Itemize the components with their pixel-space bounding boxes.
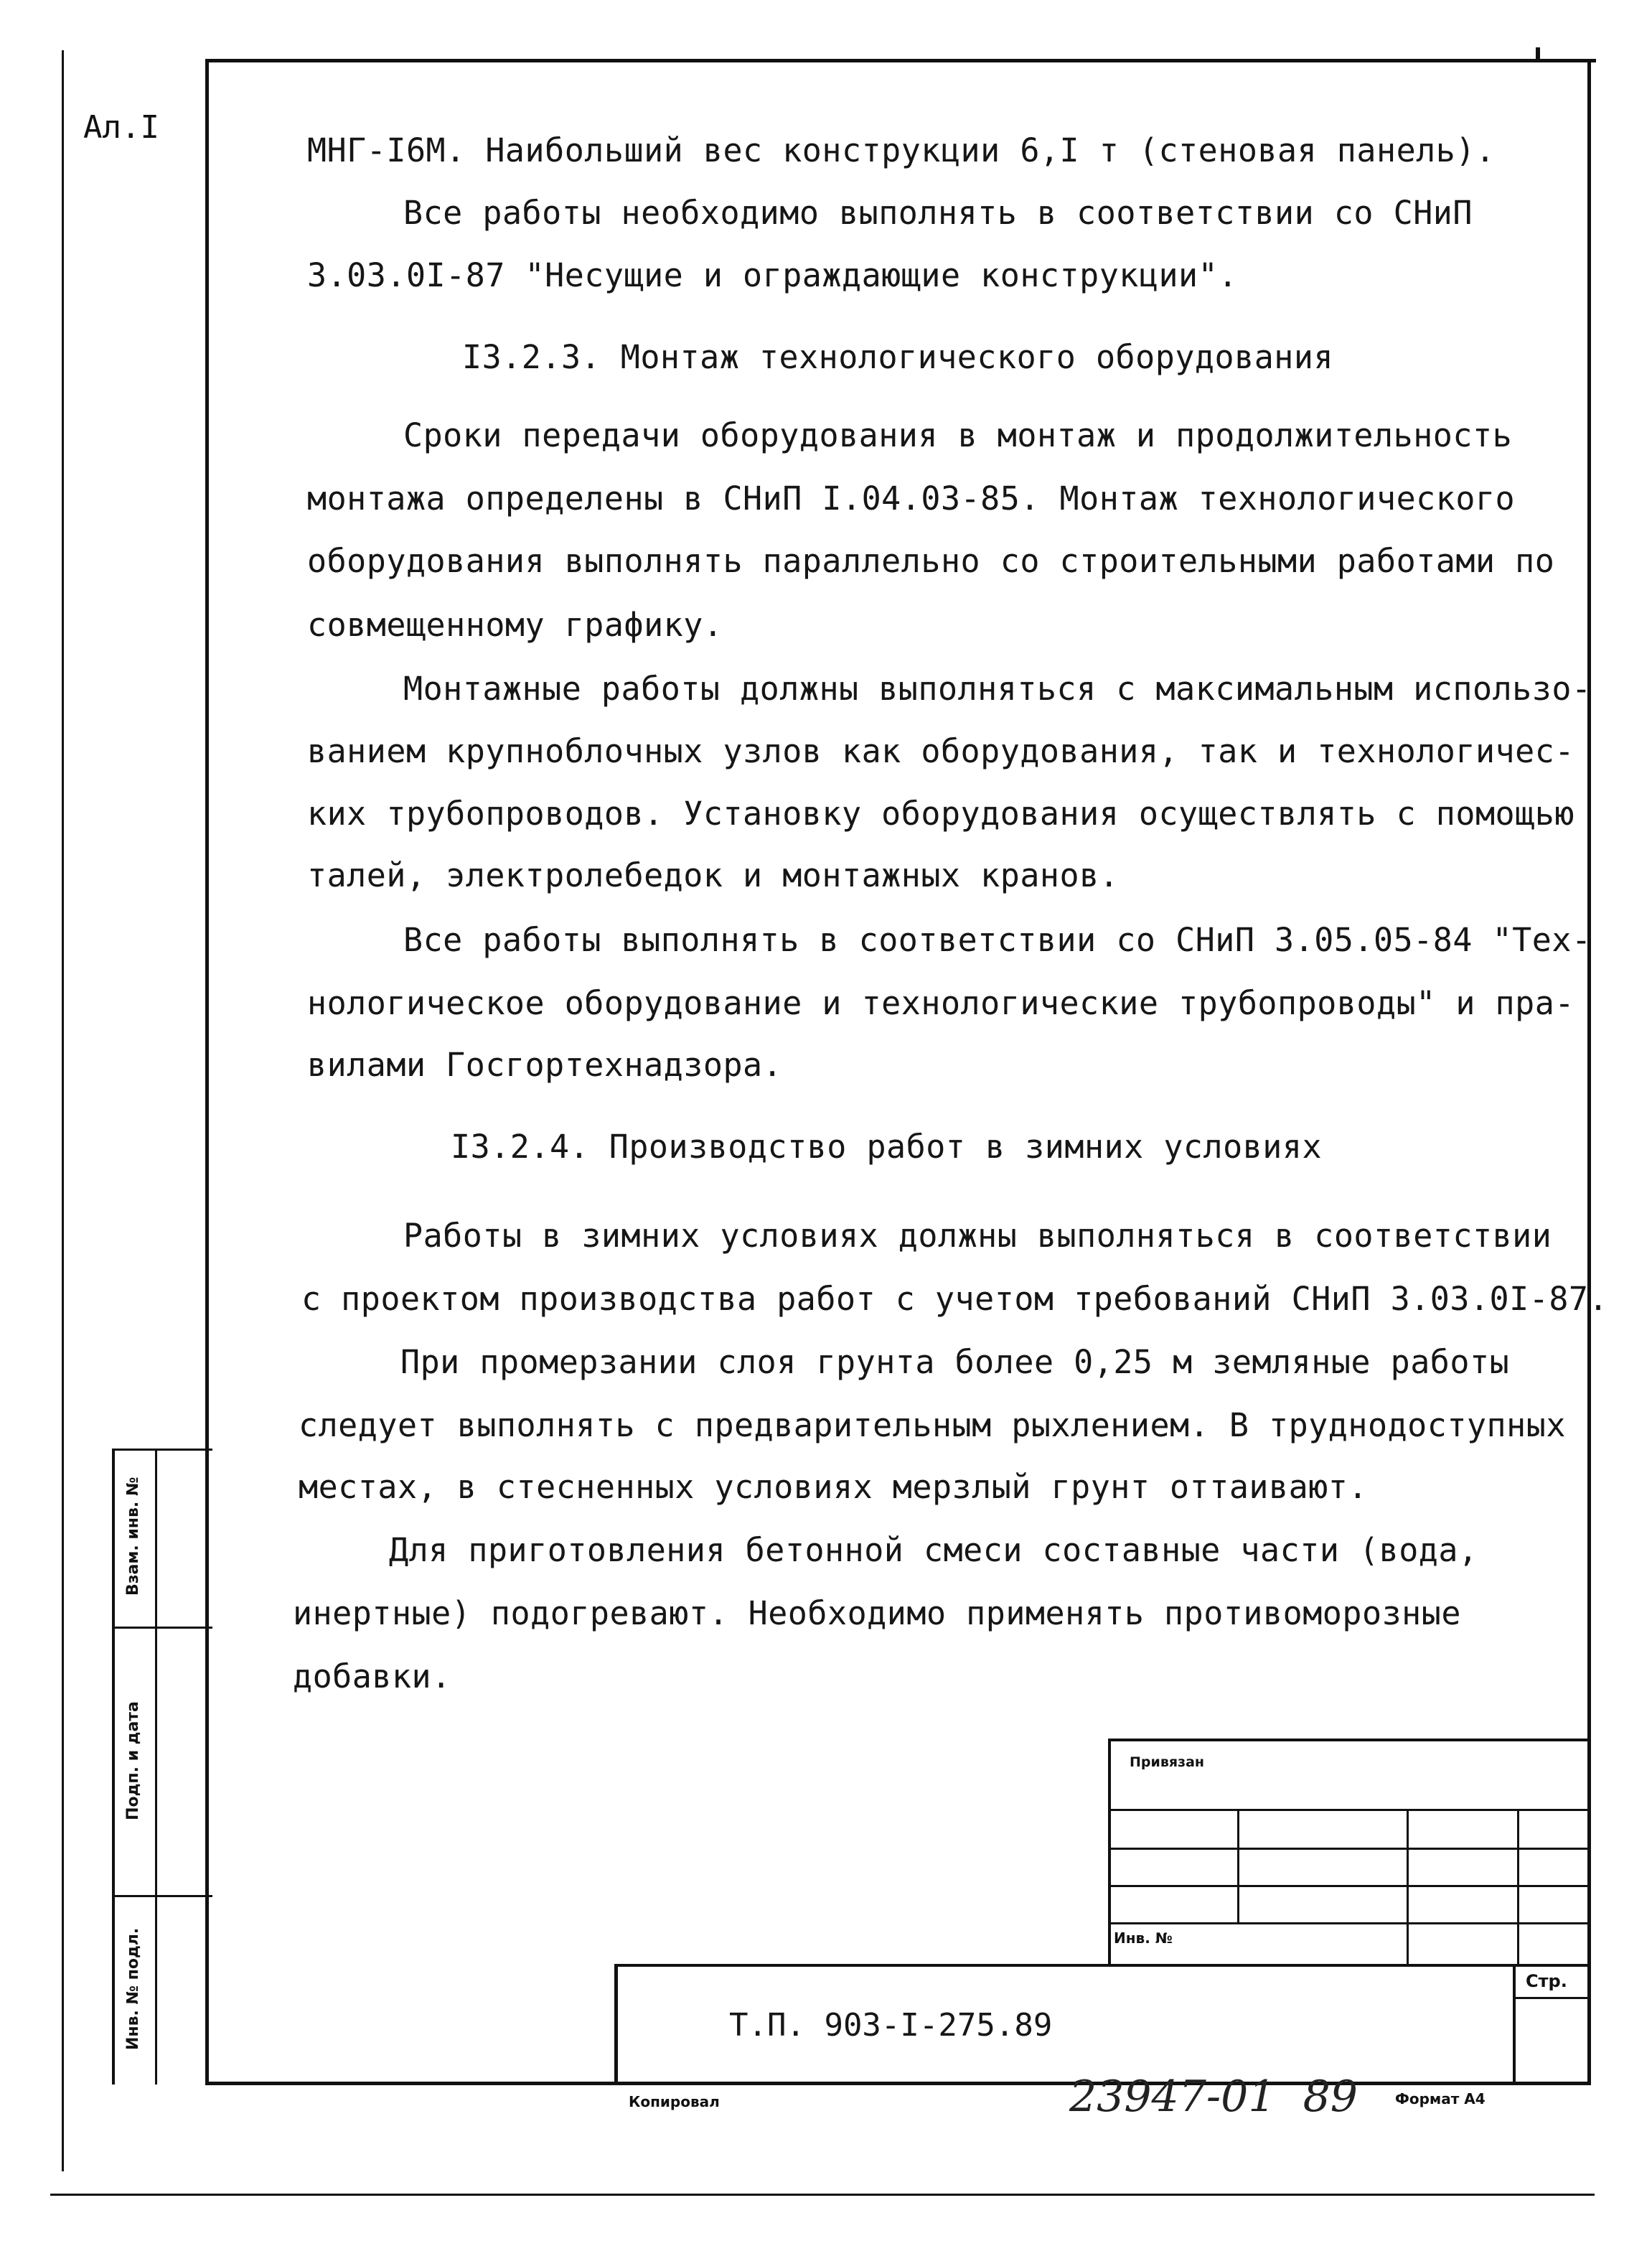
body-line: 3.03.0I-87 "Несущие и ограждающие конструкции".: [307, 256, 1238, 294]
label-format: Формат А4: [1395, 2090, 1486, 2107]
frame-corner-tick: [1536, 47, 1540, 59]
body-line: ких трубопроводов. Установку оборудования осуществлять с помощью: [307, 795, 1574, 833]
body-line: При промерзании слоя грунта более 0,25 м земляные работы: [400, 1343, 1510, 1381]
body-line: с проектом производства работ с учетом требований СНиП 3.03.0I-87.: [301, 1280, 1609, 1318]
handwritten-number: 23947-01 89: [1069, 2072, 1358, 2122]
body-line: МНГ-I6М. Наибольший вес конструкции 6,I т (стеновая панель).: [307, 131, 1496, 169]
body-line: нологическое оборудование и технологические трубопроводы" и пра-: [307, 984, 1574, 1022]
side-stamp-border: [112, 1449, 212, 1451]
side-label-vzam-inv: Взам. инв. №: [124, 1477, 142, 1596]
sheet-label: Ал.I: [83, 109, 159, 146]
side-stamp-border: [112, 1627, 212, 1629]
body-line: местах, в стесненных условиях мерзлый грунт оттаивают.: [299, 1468, 1368, 1506]
body-line: добавки.: [293, 1657, 451, 1695]
label-kopiroval: Копировал: [629, 2093, 720, 2110]
frame-left: [205, 59, 209, 2084]
body-line: Сроки передачи оборудования в монтаж и продолжительность: [403, 416, 1513, 454]
body-line: монтажа определены в СНиП I.04.03-85. Монтаж технологического: [307, 479, 1516, 518]
tb-line: [1513, 1997, 1590, 1999]
body-line: Для приготовления бетонной смеси составные части (вода,: [389, 1531, 1478, 1569]
body-line: оборудования выполнять параллельно со строительными работами по: [307, 542, 1555, 580]
body-line: талей, электролебедок и монтажных кранов.: [307, 856, 1120, 894]
section-heading: I3.2.4. Производство работ в зимних условиях: [451, 1128, 1323, 1166]
tb-line: [1407, 1809, 1409, 1965]
tb-line: [1517, 1809, 1519, 1965]
body-line: вилами Госгортехнадзора.: [307, 1046, 783, 1084]
side-label-podp-data: Подп. и дата: [124, 1701, 142, 1820]
body-line: Все работы выполнять в соответствии со СНиП 3.05.05-84 "Тех-: [403, 921, 1592, 959]
body-line: совмещенному графику.: [307, 606, 723, 644]
tb-line: [614, 1964, 618, 2084]
side-stamp-border: [112, 1449, 115, 2084]
frame-top: [205, 59, 1596, 62]
body-line: следует выполнять с предварительным рыхлением. В труднодоступных: [299, 1406, 1566, 1444]
frame-right: [1587, 59, 1591, 2084]
tb-line: [1513, 1964, 1516, 2084]
tb-line: [1108, 1739, 1111, 1967]
tb-line: [1237, 1809, 1239, 1924]
body-line: Все работы необходимо выполнять в соответствии со СНиП: [403, 194, 1473, 232]
frame-bottom: [205, 2082, 1591, 2085]
side-stamp-border: [155, 1449, 157, 2084]
doc-code: Т.П. 903-I-275.89: [729, 2007, 1053, 2044]
left-margin-line: [62, 50, 64, 2171]
label-str: Стр.: [1526, 1971, 1567, 1991]
tb-line: [1108, 1739, 1590, 1741]
body-line: инертные) подогревают. Необходимо применять противоморозные: [293, 1594, 1461, 1632]
label-inv-no: Инв. №: [1114, 1929, 1173, 1947]
side-label-inv-podl: Инв. № подл.: [124, 1927, 142, 2050]
bottom-margin-line: [50, 2194, 1595, 2196]
body-line: Работы в зимних условиях должны выполняться в соответствии: [403, 1217, 1552, 1255]
label-privyazan: Привязан: [1130, 1754, 1205, 1770]
section-heading: I3.2.3. Монтаж технологического оборудования: [462, 338, 1334, 376]
body-line: Монтажные работы должны выполняться с максимальным использо-: [403, 670, 1592, 708]
tb-line: [614, 1964, 1590, 1967]
side-stamp-border: [112, 1895, 212, 1897]
body-line: ванием крупноблочных узлов как оборудования, так и технологичес-: [307, 732, 1574, 770]
